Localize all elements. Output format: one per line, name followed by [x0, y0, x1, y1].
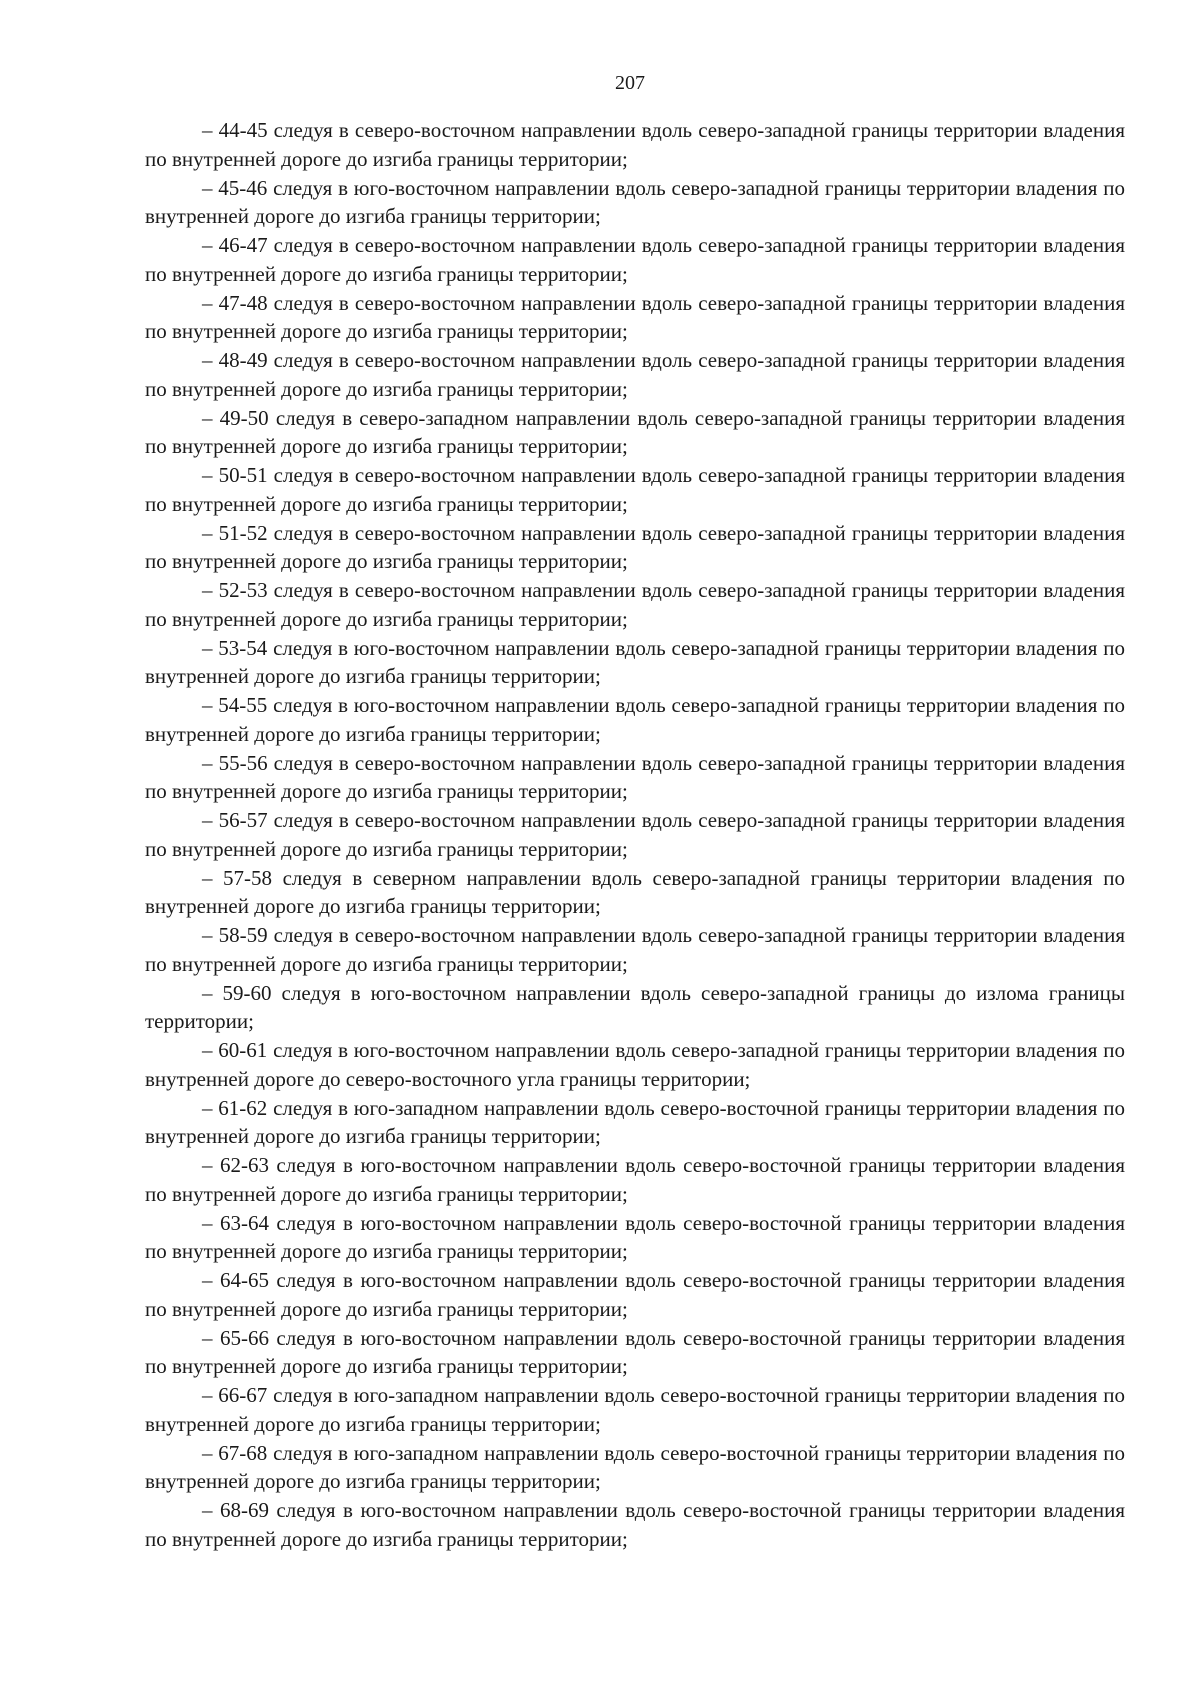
- boundary-segment-paragraph: – 57-58 следуя в северном направлении вдоль северо-западной границы территории владения по внутренней дороге до изгиба границы территории;: [145, 865, 1125, 919]
- boundary-segment-paragraph: – 46-47 следуя в северо-восточном направлении вдоль северо-западной границы территории владения по внутренней дороге до изгиба границы территории;: [145, 233, 1125, 286]
- boundary-segment-paragraph: – 48-49 следуя в северо-восточном направлении вдоль северо-западной границы территории владения по внутренней дороге до изгиба границы территории;: [145, 348, 1125, 401]
- boundary-segment-paragraph: – 52-53 следуя в северо-восточном направлении вдоль северо-западной границы территории владения по внутренней дороге до изгиба границы территории;: [145, 578, 1125, 631]
- document-body: [145, 116, 1125, 1554]
- boundary-segment-paragraph: – 56-57 следуя в северо-восточном направлении вдоль северо-западной границы территории владения по внутренней дороге до изгиба границы территории;: [145, 808, 1125, 861]
- page-number: 207: [615, 72, 645, 94]
- boundary-segment-paragraph: – 53-54 следуя в юго-восточном направлении вдоль северо-западной границы территории владения по внутренней дороге до изгиба границы территории;: [145, 635, 1125, 689]
- boundary-segment-paragraph: – 50-51 следуя в северо-восточном направлении вдоль северо-западной границы территории владения по внутренней дороге до изгиба границы территории;: [145, 463, 1125, 516]
- boundary-segment-paragraph: – 59-60 следуя в юго-восточном направлении вдоль северо-западной границы до излома границы территории;: [145, 980, 1125, 1034]
- boundary-segment-paragraph: – 64-65 следуя в юго-восточном направлении вдоль северо-восточной границы территории владения по внутренней дороге до изгиба границы территории;: [145, 1268, 1125, 1321]
- boundary-segment-paragraph: – 45-46 следуя в юго-восточном направлении вдоль северо-западной границы территории владения по внутренней дороге до изгиба границы территории;: [145, 175, 1125, 229]
- boundary-segment-paragraph: – 44-45 следуя в северо-восточном направлении вдоль северо-западной границы территории владения по внутренней дороге до изгиба границы территории;: [145, 118, 1125, 171]
- boundary-segment-paragraph: – 68-69 следуя в юго-восточном направлении вдоль северо-восточной границы территории владения по внутренней дороге до изгиба границы территории;: [145, 1498, 1125, 1551]
- boundary-segment-paragraph: – 66-67 следуя в юго-западном направлении вдоль северо-восточной границы территории владения по внутренней дороге до изгиба границы территории;: [145, 1383, 1125, 1436]
- boundary-segment-paragraph: – 47-48 следуя в северо-восточном направлении вдоль северо-западной границы территории владения по внутренней дороге до изгиба границы территории;: [145, 290, 1125, 344]
- boundary-segment-paragraph: – 63-64 следуя в юго-восточном направлении вдоль северо-восточной границы территории владения по внутренней дороге до изгиба границы территории;: [145, 1210, 1125, 1264]
- boundary-segment-paragraph: – 51-52 следуя в северо-восточном направлении вдоль северо-западной границы территории владения по внутренней дороге до изгиба границы территории;: [145, 520, 1125, 574]
- boundary-segment-paragraph: – 67-68 следуя в юго-западном направлении вдоль северо-восточной границы территории владения по внутренней дороге до изгиба границы территории;: [145, 1440, 1125, 1494]
- boundary-segment-paragraph: – 49-50 следуя в северо-западном направлении вдоль северо-западной границы территории владения по внутренней дороге до изгиба границы территории;: [145, 405, 1125, 459]
- boundary-segment-paragraph: – 61-62 следуя в юго-западном направлении вдоль северо-восточной границы территории владения по внутренней дороге до изгиба границы территории;: [145, 1095, 1125, 1149]
- boundary-segment-paragraph: – 55-56 следуя в северо-восточном направлении вдоль северо-западной границы территории владения по внутренней дороге до изгиба границы территории;: [145, 750, 1125, 804]
- boundary-segment-paragraph: – 62-63 следуя в юго-восточном направлении вдоль северо-восточной границы территории владения по внутренней дороге до изгиба границы территории;: [145, 1153, 1125, 1206]
- boundary-segment-paragraph: – 58-59 следуя в северо-восточном направлении вдоль северо-западной границы территории владения по внутренней дороге до изгиба границы территории;: [145, 923, 1125, 976]
- boundary-segment-paragraph: – 60-61 следуя в юго-восточном направлении вдоль северо-западной границы территории владения по внутренней дороге до северо-восточного угла границы территории;: [145, 1038, 1125, 1091]
- boundary-segment-paragraph: – 54-55 следуя в юго-восточном направлении вдоль северо-западной границы территории владения по внутренней дороге до изгиба границы территории;: [145, 693, 1125, 746]
- boundary-segment-paragraph: – 65-66 следуя в юго-восточном направлении вдоль северо-восточной границы территории владения по внутренней дороге до изгиба границы территории;: [145, 1325, 1125, 1379]
